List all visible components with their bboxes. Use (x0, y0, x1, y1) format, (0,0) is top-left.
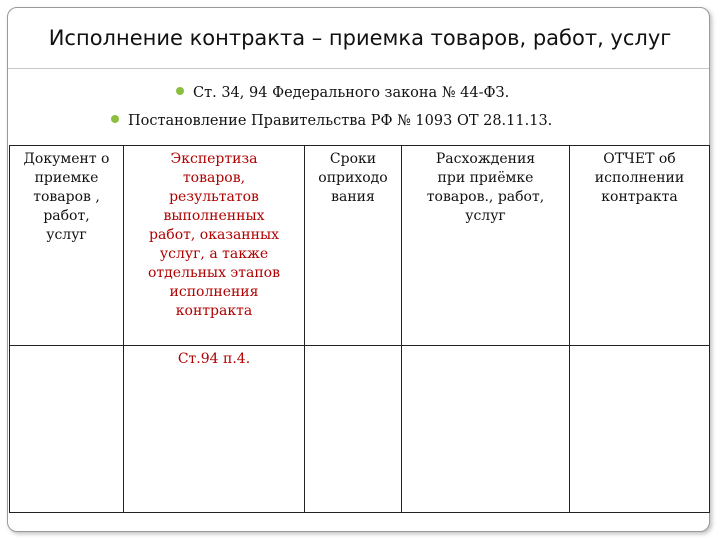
table-cell-discrepancies: Расхождения при приёмке товаров., работ, услуг (402, 146, 570, 346)
bullet-dot-icon (111, 115, 119, 123)
acceptance-table (9, 145, 710, 513)
slide-title: Исполнение контракта – приемка товаров, работ, услуг (48, 26, 672, 50)
table-cell (305, 346, 402, 513)
bullet-dot-icon (176, 87, 184, 95)
table-row (10, 146, 710, 346)
table-cell (10, 346, 124, 513)
bullet-text: Постановление Правительства РФ № 1093 ОТ 28.11.13. (128, 113, 553, 129)
table-cell-expertise: Экспертиза товаров, результатов выполненных работ, оказанных услуг, а также отдельных этапов исполнения контракта (124, 146, 305, 346)
table-cell-terms: Сроки оприходо вания (305, 146, 402, 346)
table-cell-article-ref: Ст.94 п.4. (124, 346, 305, 513)
table-cell-report: ОТЧЕТ об исполнении контракта (570, 146, 710, 346)
table-cell (402, 346, 570, 513)
bullet-text: Ст. 34, 94 Федерального закона № 44-ФЗ. (193, 85, 510, 101)
bullet-item-law (176, 83, 509, 103)
table-row (10, 346, 710, 513)
bullet-item-resolution (111, 111, 552, 131)
table-cell (570, 346, 710, 513)
table-cell-document: Документ о приемке товаров , работ, услуг (10, 146, 124, 346)
title-divider (8, 68, 709, 69)
